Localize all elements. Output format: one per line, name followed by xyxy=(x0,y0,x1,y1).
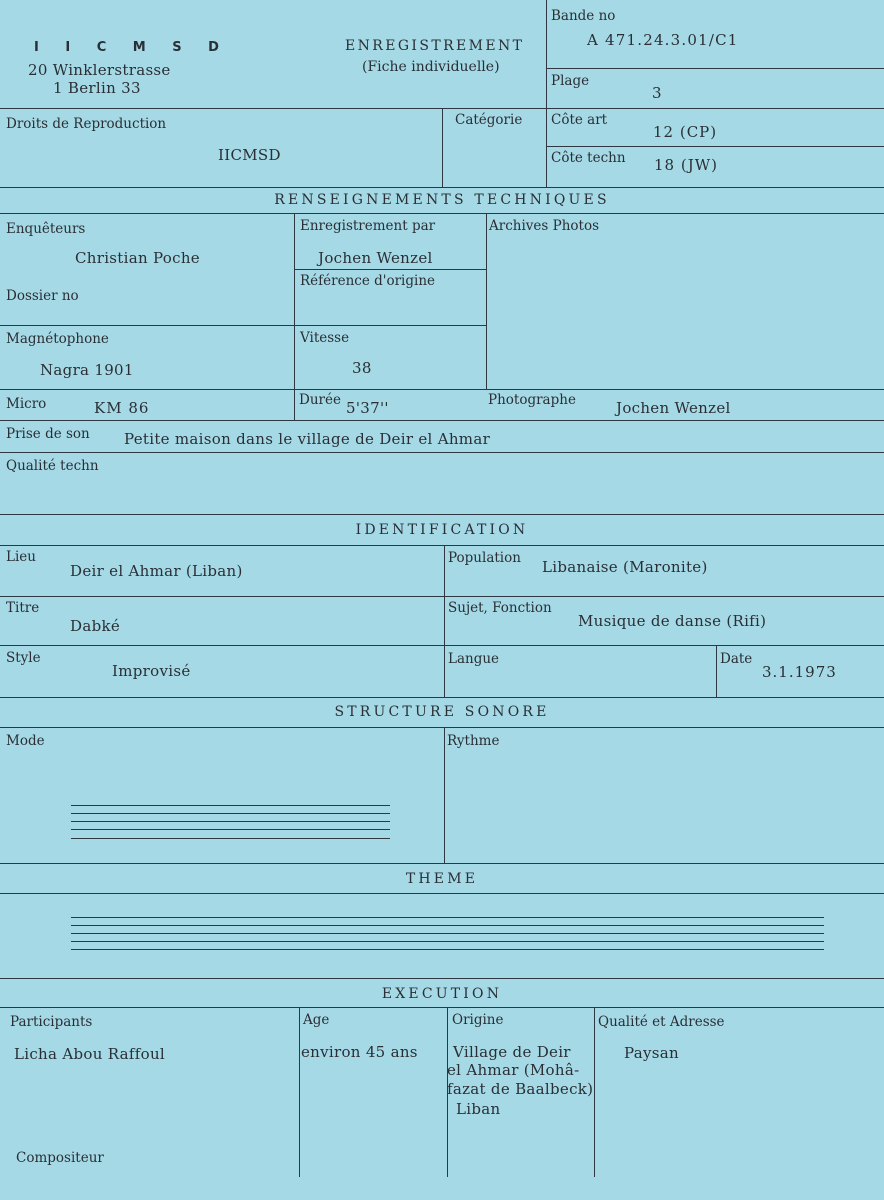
origine-line1: Village de Deir xyxy=(453,1043,571,1061)
photographe-value: Jochen Wenzel xyxy=(616,399,731,417)
staff-line xyxy=(71,925,824,926)
rule xyxy=(0,863,884,864)
section-title-structure: STRUCTURE SONORE xyxy=(334,704,550,720)
sujet-label: Sujet, Fonction xyxy=(448,600,552,616)
style-value: Improvisé xyxy=(112,662,191,680)
rule xyxy=(0,325,487,326)
cote-techn-label: Côte techn xyxy=(551,150,626,166)
rule xyxy=(0,1007,884,1008)
rule xyxy=(0,389,884,390)
rule xyxy=(594,1007,595,1177)
enqueteurs-value: Christian Poche xyxy=(75,249,200,267)
rule xyxy=(0,514,884,515)
cote-techn-value: 18 (JW) xyxy=(654,156,718,174)
rule xyxy=(0,420,884,421)
enregistrement-par-value: Jochen Wenzel xyxy=(318,249,433,267)
micro-label: Micro xyxy=(6,396,47,412)
rule xyxy=(0,645,884,646)
prise-value: Petite maison dans le village de Deir el Ahmar xyxy=(124,430,491,448)
duree-label: Durée xyxy=(299,392,341,408)
origine-line2: el Ahmar (Mohâ- xyxy=(447,1061,580,1079)
mode-label: Mode xyxy=(6,733,45,749)
rule xyxy=(444,727,445,863)
vitesse-label: Vitesse xyxy=(300,330,350,346)
form-title: ENREGISTREMENT xyxy=(345,38,525,54)
magnetophone-value: Nagra 1901 xyxy=(40,361,134,379)
qualite-techn-label: Qualité techn xyxy=(6,458,99,474)
rule xyxy=(0,213,884,214)
langue-label: Langue xyxy=(448,651,500,667)
rule xyxy=(0,893,884,894)
age-value: environ 45 ans xyxy=(301,1043,418,1061)
sujet-value: Musique de danse (Rifi) xyxy=(578,612,767,630)
lieu-value: Deir el Ahmar (Liban) xyxy=(70,562,243,580)
rule xyxy=(0,697,884,698)
staff-line xyxy=(71,838,390,839)
age-label: Age xyxy=(303,1012,330,1028)
droits-value: IICMSD xyxy=(218,146,281,164)
prise-label: Prise de son xyxy=(6,426,90,442)
enregistrement-par-label: Enregistrement par xyxy=(300,218,436,234)
enqueteurs-label: Enquêteurs xyxy=(6,221,86,237)
micro-value: KM 86 xyxy=(94,399,150,417)
population-value: Libanaise (Maronite) xyxy=(542,558,708,576)
duree-value: 5'37'' xyxy=(346,399,389,417)
photographe-label: Photographe xyxy=(488,392,576,408)
participants-value: Licha Abou Raffoul xyxy=(14,1045,165,1063)
bande-value: A 471.24.3.01/C1 xyxy=(587,31,739,49)
magnetophone-label: Magnétophone xyxy=(6,331,109,347)
vitesse-value: 38 xyxy=(352,359,372,377)
staff-line xyxy=(71,821,390,822)
section-title-execution: EXECUTION xyxy=(381,986,503,1002)
rule xyxy=(0,727,884,728)
rule xyxy=(444,545,445,697)
staff-line xyxy=(71,949,824,950)
rule xyxy=(299,1007,300,1177)
rule xyxy=(0,545,884,546)
form-subtitle: (Fiche individuelle) xyxy=(362,59,500,75)
categorie-label: Catégorie xyxy=(455,112,523,128)
staff-line xyxy=(71,813,390,814)
style-label: Style xyxy=(6,650,41,666)
dossier-label: Dossier no xyxy=(6,288,79,304)
population-label: Population xyxy=(448,550,521,566)
staff-line xyxy=(71,805,390,806)
rule xyxy=(546,68,884,69)
org-address-line1: 20 Winklerstrasse xyxy=(28,61,171,79)
rule xyxy=(0,187,884,188)
section-title-theme: THEME xyxy=(405,871,479,887)
org-address-line2: 1 Berlin 33 xyxy=(53,79,141,97)
org-name: I I C M S D xyxy=(34,40,230,55)
cote-art-label: Côte art xyxy=(551,112,608,128)
participants-label: Participants xyxy=(10,1014,93,1030)
archives-label: Archives Photos xyxy=(489,218,599,234)
reference-label: Référence d'origine xyxy=(300,273,436,289)
staff-line xyxy=(71,933,824,934)
rule xyxy=(294,269,487,270)
origine-line3: fazat de Baalbeck) xyxy=(447,1080,594,1098)
qualite-adresse-label: Qualité et Adresse xyxy=(598,1014,725,1030)
rule xyxy=(442,108,443,187)
qualite-adresse-value: Paysan xyxy=(624,1044,679,1062)
rule xyxy=(0,452,884,453)
plage-label: Plage xyxy=(551,73,590,89)
origine-line4: Liban xyxy=(456,1100,501,1118)
staff-line xyxy=(71,829,390,830)
section-title-technique: RENSEIGNEMENTS TECHNIQUES xyxy=(274,192,610,208)
titre-value: Dabké xyxy=(70,617,121,635)
rule xyxy=(716,645,717,697)
titre-label: Titre xyxy=(6,600,40,616)
origine-label: Origine xyxy=(452,1012,504,1028)
rythme-label: Rythme xyxy=(447,733,500,749)
lieu-label: Lieu xyxy=(6,549,36,565)
staff-line xyxy=(71,941,824,942)
rule xyxy=(486,213,487,390)
bande-label: Bande no xyxy=(551,8,616,24)
droits-label: Droits de Reproduction xyxy=(6,116,167,132)
plage-value: 3 xyxy=(652,84,662,102)
rule xyxy=(0,978,884,979)
rule xyxy=(546,146,884,147)
date-value: 3.1.1973 xyxy=(762,663,837,681)
date-label: Date xyxy=(720,651,753,667)
rule xyxy=(0,596,884,597)
compositeur-label: Compositeur xyxy=(16,1150,104,1166)
staff-line xyxy=(71,917,824,918)
cote-art-value: 12 (CP) xyxy=(653,123,718,141)
header-divider xyxy=(546,0,547,187)
section-title-identification: IDENTIFICATION xyxy=(355,522,529,538)
